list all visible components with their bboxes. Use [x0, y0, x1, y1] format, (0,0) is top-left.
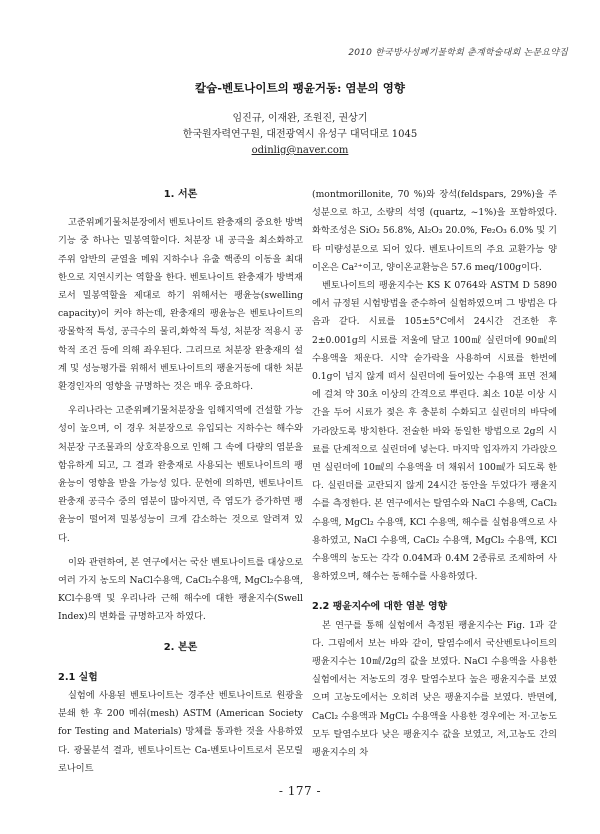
author-names: 임진규, 이재완, 조원진, 권상기 [232, 113, 368, 124]
experiment-paragraph-1: 실험에 사용된 벤토나이트는 경주산 벤토나이트로 원광을 분쇄 한 후 200 메쉬(mesh) ASTM (American Society for Testing and Materials) 망체를 통과한 것을 사용하였다. 광물분석 결과, 벤토나이트는 Ca-벤토나이트로서 몬모릴로나이트 [58, 690, 303, 774]
right-column [312, 186, 557, 762]
experiment-continuation: (montmorillonite, 70 %)와 장석(feldspars, 29%)을 주성분으로 하고, 소량의 석영 (quartz, ~1%)을 포함하였다. 화학조성은 SiO₂ 56.8%, Al₂O₃ 20.0%, Fe₂O₃ 6.0% 및 기타 미량성분으로 되어 있다. 벤토나이트의 주요 교환가능 양이온은 Ca²⁺이고, 양이온교환능은 57.6 meq/100g이다. [312, 189, 557, 273]
result-heading: 2.2 팽윤지수에 대한 염분 영향 [312, 601, 448, 613]
paper-title: 칼슘-벤토나이트의 팽윤거동: 염분의 영향 [195, 81, 405, 95]
intro-paragraph-2: 우리나라는 고준위폐기물처분장을 임해지역에 건설할 가능성이 높으며, 이 경우 처분장으로 유입되는 지하수는 해수와 처분장 구조물과의 상호작용으로 인해 그 속에 다량의 염분을 함유하게 되고, 그 결과 완충재로 사용되는 벤토나이트의 팽윤능이 영향을 받을 가능성 있다. 문헌에 의하면, 벤토나이트완충재 공극수 중의 염분이 많아지면, 즉 염도가 증가하면 팽윤능이 떨어져 밀봉성능이 크게 감소하는 것으로 알려져 있다. [58, 405, 303, 544]
main-heading: 2. 본론 [163, 641, 198, 653]
page-number: - 177 - [278, 784, 322, 798]
running-header: 2010 한국방사성폐기물학회 춘계학술대회 논문요약집 [348, 48, 568, 58]
author-affiliation: 한국원자력연구원, 대전광역시 유성구 대덕대로 1045 [182, 129, 418, 140]
intro-heading: 1. 서론 [163, 189, 198, 200]
intro-paragraph-1: 고준위폐기물처분장에서 벤토나이트 완충재의 중요한 방벽기능 중 하나는 밀봉역할이다. 처분장 내 공극을 최소화하고 주위 암반의 균열을 메워 지하수나 유출 핵종의 이동을 최대한으로 지연시키는 역할을 한다. 벤토나이트 완충재가 방벽재로서 밀봉역할을 제대로 하기 위해서는 팽윤능(swelling capacity)이 커야 하는데, 완충재의 팽윤능은 벤토나이트의 광물학적 특성, 공극수의 물리,화학적 특성, 처분장 적용시 공학적 조건 등에 의해 좌우된다. 그리므로 처분장 완충재의 설계 및 성능평가를 위해서 벤토나이트의 팽윤거동에 대한 처분환경인자의 영향을 규명하는 것은 매우 중요하다. [58, 217, 303, 393]
result-paragraph-1: 본 연구를 통해 실험에서 측정된 팽윤지수는 Fig. 1과 같다. 그림에서 보는 바와 같이, 탈염수에서 국산벤토나이트의 팽윤지수는 10㎖/2g의 값을 보였다. NaCl 수용액을 사용한 실험에서는 저농도의 경우 탈염수보다 높은 팽윤지수를 보였으며 고농도에서는 오히려 낮은 팽윤지수를 보였다. 반면에, CaCl₂ 수용액과 MgCl₂ 수용액을 사용한 경우에는 저·고농도 모두 탈염수보다 낮은 팽윤지수 값을 보였고, 저,고농도 간의 팽윤지수의 차 [312, 619, 557, 759]
experiment-heading: 2.1 실험 [58, 671, 98, 683]
left-column [58, 186, 303, 778]
intro-paragraph-3: 이와 관련하여, 본 연구에서는 국산 벤토나이트를 대상으로 여러 가지 농도의 NaCl수용액, CaCl₂수용액, MgCl₂수용액, KCl수용액 및 우리나라 근해 해수에 대한 팽윤지수(Swell Index)의 변화를 규명하고자 하였다. [58, 556, 303, 623]
author-block [0, 111, 600, 159]
author-email[interactable]: odinlig@naver.com [251, 145, 349, 156]
experiment-paragraph-2: 벤토나이트의 팽윤지수는 KS K 0764와 ASTM D 5890에서 규정된 시험방법을 준수하여 실험하였으며 그 방법은 다음과 같다. 시료를 105±5°C에서 24시간 건조한 후 2±0.001g의 시료를 저울에 달고 100㎖ 실린더에 90㎖의 수용액을 채운다. 시약 숟가락을 사용하여 시료를 한번에 0.1g이 넘지 않게 떠서 실린더에 들어있는 수용액 표면 전체에 걸쳐 약 30초 이상의 간격으로 뿌린다. 최소 10분 이상 시간을 두어 시료가 젖은 후 충분히 수화되고 실린더의 바닥에 가라앉도록 방치한다. 전술한 바와 동일한 방법으로 2g의 시료를 단계적으로 실린더에 넣는다. 마지막 입자까지 가라앉으면 실린더에 10㎖의 수용액을 더 채워서 100㎖가 되도록 한다. 실린더를 교란되지 않게 24시간 동안을 두었다가 팽윤지수를 측정한다. 본 연구에서는 탈염수와 NaCl 수용액, CaCl₂ 수용액, MgCl₂ 수용액, KCl 수용액, 해수를 실험용액으로 사용하였고, NaCl 수용액, CaCl₂ 수용액, MgCl₂ 수용액, KCl 수용액의 농도는 각각 0.04M과 0.4M 2종류로 조제하여 사용하였으며, 해수는 동해수를 사용하였다. [312, 280, 557, 583]
